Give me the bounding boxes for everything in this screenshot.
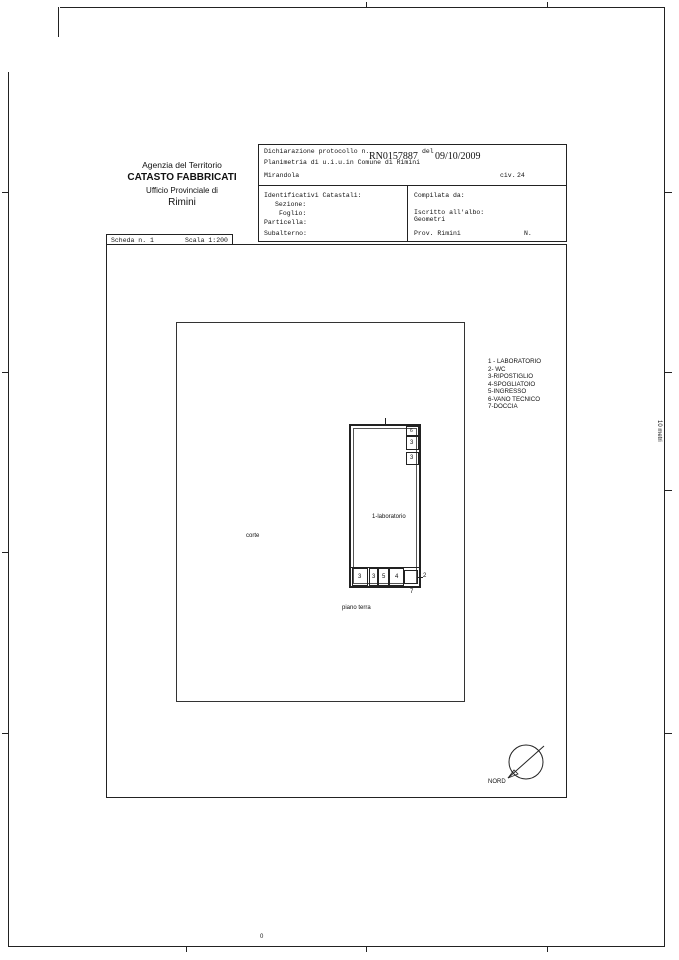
room-legend (488, 358, 541, 411)
room-label-5: 5 (382, 574, 386, 580)
room-label-laboratorio: 1-laboratorio (372, 514, 406, 520)
protocol-number: RN0157887 (369, 151, 418, 162)
legend-item-laboratorio: 1 - LABORATORIO (488, 358, 542, 365)
tick-mark (186, 946, 187, 952)
room-label-3: 3 (410, 455, 414, 461)
date-value: 09/10/2009 (435, 151, 481, 162)
tick-mark (366, 946, 367, 952)
geometri-label: Geometri (414, 216, 446, 223)
room-label-3: 3 (372, 574, 376, 580)
sezione-label: Sezione: (275, 201, 307, 208)
right-border-line (664, 7, 665, 947)
north-label: NORD (488, 779, 506, 785)
agency-city: Rimini (168, 197, 196, 208)
header-box (258, 144, 567, 242)
civ-label: civ. (500, 172, 516, 179)
tick-mark (664, 490, 672, 491)
n-label: N. (524, 230, 532, 237)
scheda-number: Scheda n. 1 (111, 237, 154, 244)
margin-scale-text: 10 metri (656, 420, 662, 442)
tick-mark (547, 946, 548, 952)
entry-marker (385, 418, 386, 426)
tick-mark (2, 192, 8, 193)
header-vertical-divider (407, 185, 408, 242)
room-spogliatoio (389, 568, 404, 586)
legend-item-ripostiglio: 3-RIPOSTIGLIO (488, 373, 534, 380)
room-wc (404, 570, 418, 584)
left-border-line (8, 72, 9, 946)
particella-label: Particella: (264, 219, 307, 226)
agency-catasto: CATASTO FABBRICATI (127, 172, 237, 183)
corte-label: corte (246, 533, 260, 539)
margin-bottom-text: 0 (260, 934, 264, 940)
corte-boundary (176, 322, 465, 702)
subalterno-label: Subalterno: (264, 230, 307, 237)
protocol-label: Dichiarazione protocollo n. (264, 148, 370, 155)
compilata-label: Compilata da: (414, 192, 465, 199)
legend-item-wc: 2- WC (488, 365, 506, 373)
room-label-3: 3 (358, 574, 362, 580)
room-ripostiglio-top (406, 436, 419, 450)
room-label-3: 3 (410, 440, 414, 446)
room-label-7: 7 (410, 589, 414, 595)
room-label-6: 6 (410, 428, 413, 434)
tick-mark (664, 733, 672, 734)
foglio-label: Foglio: (279, 210, 307, 217)
tick-mark (2, 372, 8, 373)
bottom-border-line (8, 946, 665, 947)
agency-ufficio: Ufficio Provinciale di (146, 186, 218, 195)
legend-item-vano-tecnico: 6-VANO TECNICO (488, 395, 541, 403)
floor-label: piano terra (342, 605, 371, 611)
tick-mark (664, 372, 672, 373)
room-ingresso (378, 568, 389, 586)
tick-mark (2, 733, 8, 734)
tick-mark (547, 2, 548, 8)
room-ripostiglio-bottom (369, 568, 378, 586)
iscritto-label: Iscritto all'albo: (414, 209, 485, 216)
scala-label: Scala 1:200 (185, 237, 228, 244)
ident-title: Identificativi Catastali: (264, 192, 362, 199)
top-border-line (60, 7, 665, 8)
header-divider (259, 185, 566, 186)
prov-label: Prov. Rimini (414, 230, 461, 237)
agency-name: Agenzia del Territorio (142, 160, 222, 170)
room-ripostiglio-bottom-left (352, 568, 368, 586)
legend-item-ingresso: 5-INGRESSO (488, 388, 527, 395)
planimetria-text: Planimetria di u.i.u.in Comune di Rimini (264, 159, 421, 166)
room-vano-tecnico (406, 426, 419, 436)
legend-item-spogliatoio: 4-SPOGLIATOIO (488, 380, 536, 388)
tick-mark (2, 552, 8, 553)
tick-mark (366, 2, 367, 8)
date-label: del (422, 148, 434, 155)
room-ripostiglio-mid (406, 452, 419, 465)
room-label-4: 4 (395, 574, 399, 580)
legend-item-doccia: 7-DOCCIA (488, 403, 518, 410)
left-border-line-top (58, 7, 59, 37)
address-text: Mirandola (264, 172, 300, 179)
north-arrow-icon (500, 742, 550, 784)
tick-mark (664, 192, 672, 193)
civ-value: 24 (517, 172, 525, 179)
room-label-2: 2 (423, 573, 427, 579)
